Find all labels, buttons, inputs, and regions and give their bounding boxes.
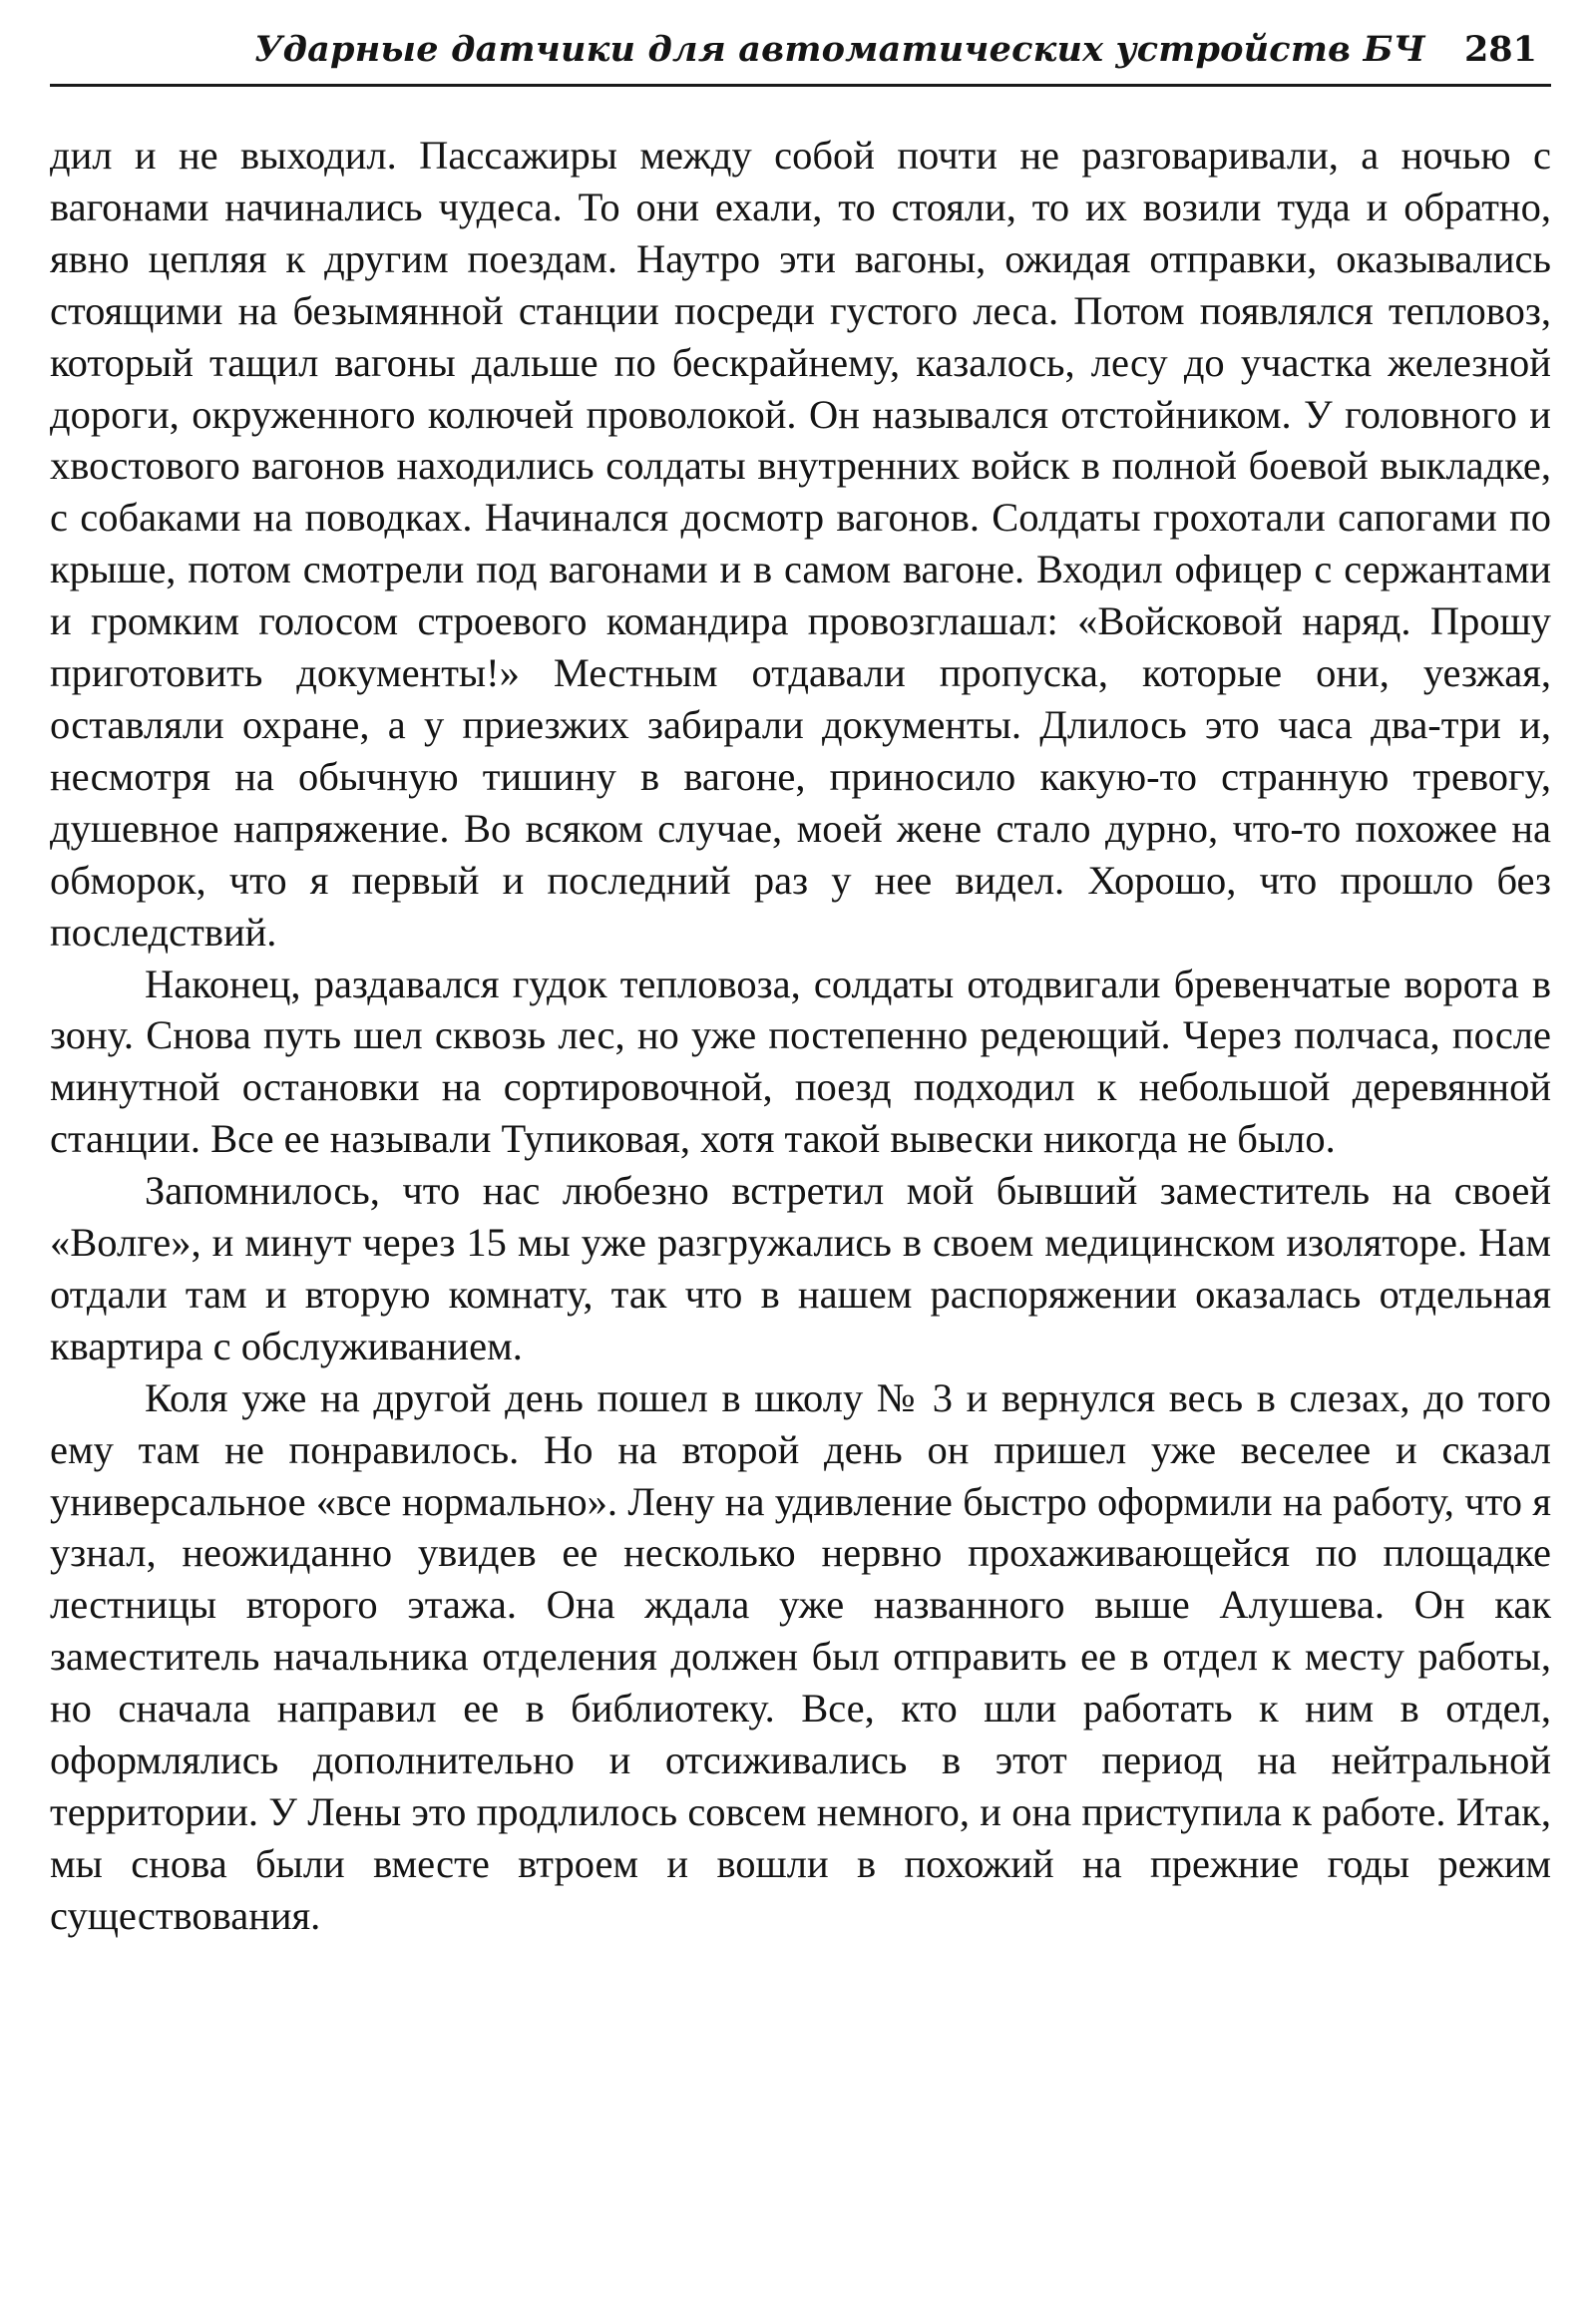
paragraph: Запомнилось, что нас любезно встретил мой бывший заместитель на своей «Волге», и минут через 15 мы уже разгружались в своем медицинском изоляторе. Нам отдали там и вторую комнату, так что в нашем распоряжении оказалась отдельная квартира с обслуживанием.: [50, 1168, 1551, 1368]
running-title: Ударные датчики для автоматических устройств БЧ: [254, 29, 1425, 70]
book-page: [50, 0, 1551, 2311]
body-text: [50, 130, 1551, 1942]
paragraph: Коля уже на другой день пошел в школу № 3 и вернулся весь в слезах, до того ему там не понравилось. Но на второй день он пришел уже веселее и сказал универсальное «все нормально». Лену на удивление быстро оформили на работу, что я узнал, неожиданно увидев ее несколько нервно прохаживающейся по площадке лестницы второго этажа. Она ждала уже названного выше Алушева. Он как заместитель начальника отделения должен был отправить ее в отдел к месту работы, но сначала направил ее в библиотеку. Все, кто шли работать к ним в отдел, оформлялись дополнительно и отсиживались в этот период на нейтральной территории. У Лены это продлилось совсем немного, и она приступила к работе. Итак, мы снова были вместе втроем и вошли в похожий на прежние годы режим существования.: [50, 1374, 1551, 1938]
paragraph: Наконец, раздавался гудок тепловоза, солдаты отодвигали бревенчатые ворота в зону. Снова путь шел сквозь лес, но уже постепенно редеющий. Через полчаса, после минутной остановки на сортировочной, поезд подходил к небольшой деревянной станции. Все ее называли Тупиковая, хотя такой вывески никогда не было.: [50, 961, 1551, 1162]
running-header: [50, 24, 1551, 87]
page-number: 281: [1463, 29, 1537, 70]
paragraph-continued: дил и не выходил. Пассажиры между собой почти не разговаривали, а ночью с вагонами начинались чудеса. То они ехали, то стояли, то их возили туда и обратно, явно цепляя к другим поездам. Наутро эти вагоны, ожидая отправки, оказывались стоящими на безымянной станции посреди густого леса. Потом появлялся тепловоз, который тащил вагоны дальше по бескрайнему, казалось, лесу до участка железной дороги, окруженного колючей проволокой. Он назывался отстойником. У головного и хвостового вагонов находились солдаты внутренних войск в полной боевой выкладке, с собаками на поводках. Начинался досмотр вагонов. Солдаты грохотали сапогами по крыше, потом смотрели под вагонами и в самом вагоне. Входил офицер с сержантами и громким голосом строевого командира провозглашал: «Войсковой наряд. Прошу приготовить документы!» Местным отдавали пропуска, которые они, уезжая, оставляли охране, а у приезжих забирали документы. Длилось это часа два-три и, несмотря на обычную тишину в вагоне, приносило какую-то странную тревогу, душевное напряжение. Во всяком случае, моей жене стало дурно, что-то похожее на обморок, что я первый и последний раз у нее видел. Хорошо, что прошло без последствий.: [50, 133, 1551, 955]
